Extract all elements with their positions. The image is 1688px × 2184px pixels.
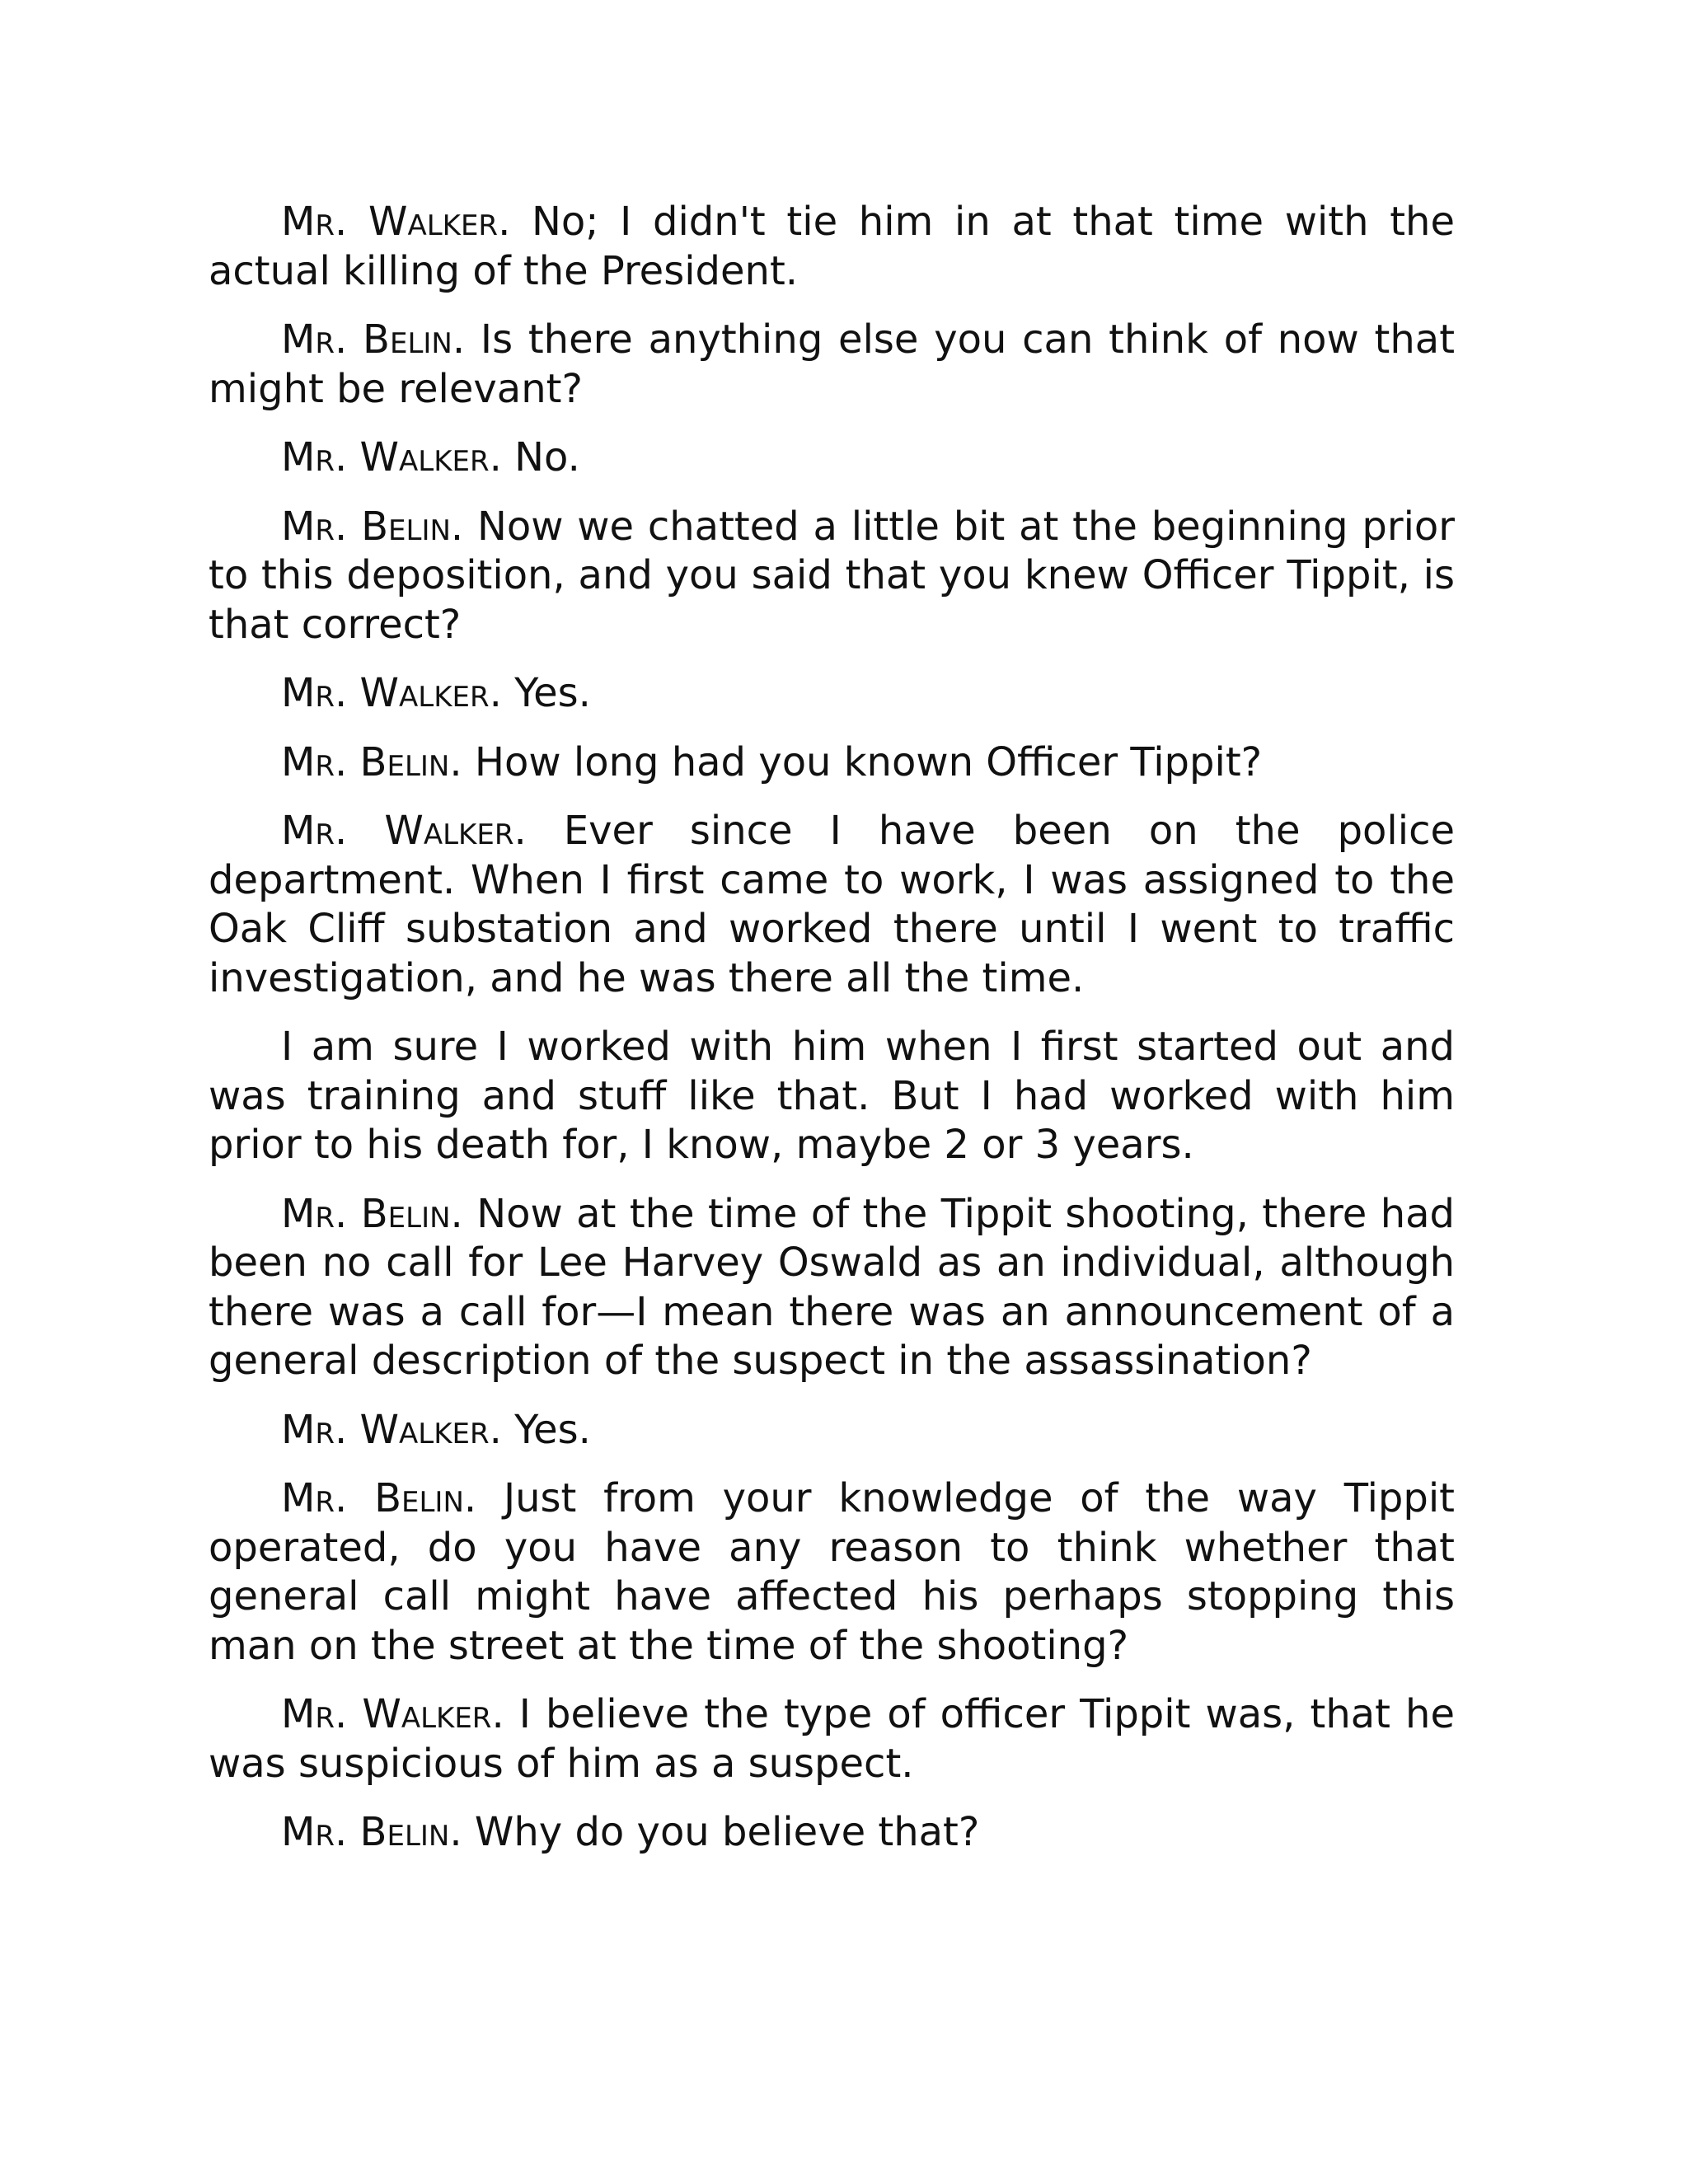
paragraph-text: Now we chatted a little bit at the beginning prior to this deposition, and you said that you knew Officer Tippit, is that correct? xyxy=(209,503,1456,648)
testimony-paragraph: Mr. Walker. Yes. xyxy=(281,670,591,716)
speaker-name: Mr. Walker xyxy=(281,670,490,716)
paragraph-text: Ever since I have been on the police department. When I first came to work, I was assigned to the Oak Cliff substation and worked there until I went to traffic investigation, and he was there all the time. xyxy=(209,808,1456,1001)
speaker-name: Mr. Walker xyxy=(281,1406,490,1453)
speaker-name: Mr. Walker xyxy=(281,808,514,854)
paragraph-text: Now at the time of the Tippit shooting, there had been no call for Lee Harvey Oswald as an individual, although there was a call for—I mean there was an announcement of a general description of the suspect in the assassination? xyxy=(209,1190,1456,1384)
testimony-paragraph: Mr. Belin. Now we chatted a little bit at the beginning prior to this deposition, and you said that you knew Officer Tippit, is that correct? xyxy=(209,503,1456,648)
testimony-paragraph: Mr. Belin. Is there anything else you can think of now that might be relevant? xyxy=(209,316,1456,412)
testimony-paragraph: Mr. Belin. Just from your knowledge of the way Tippit operated, do you have any reason to think whether that general call might have affected his perhaps stopping this man on the street at the time of the shooting? xyxy=(209,1475,1455,1669)
speaker-name: Mr. Belin xyxy=(281,1190,451,1237)
paragraph-text: No. xyxy=(514,434,580,480)
document-page xyxy=(209,198,1455,1877)
paragraph-text: I am sure I worked with him when I first started out and was training and stuff like that. But I had worked with him prior to his death for, I know, maybe 2 or 3 years. xyxy=(209,1024,1455,1168)
paragraph-text: Yes. xyxy=(514,670,591,716)
testimony-paragraph: Mr. Walker. No; I didn't tie him in at that time with the actual killing of the President. xyxy=(209,199,1455,294)
speaker-name: Mr. Walker xyxy=(281,199,499,245)
paragraph-text: No; I didn't tie him in at that time with the actual killing of the President. xyxy=(209,199,1455,294)
speaker-name: Mr. Walker xyxy=(281,434,490,480)
testimony-paragraph: Mr. Belin. Now at the time of the Tippit shooting, there had been no call for Lee Harvey Oswald as an individual, although there was a call for—I mean there was an announcement of a general description of the suspect in the assassination? xyxy=(209,1190,1456,1384)
speaker-name: Mr. Walker xyxy=(281,1691,492,1737)
paragraph-text: How long had you known Officer Tippit? xyxy=(474,738,1263,785)
paragraph-text: Just from your knowledge of the way Tippit operated, do you have any reason to think whether that general call might have affected his perhaps stopping this man on the street at the time of the shooting? xyxy=(209,1475,1455,1669)
speaker-name: Mr. Belin xyxy=(281,1475,464,1521)
testimony-paragraph: Mr. Walker. Yes. xyxy=(281,1406,591,1453)
speaker-name: Mr. Belin xyxy=(281,738,450,785)
speaker-name: Mr. Belin xyxy=(281,316,452,363)
paragraph-text: Yes. xyxy=(514,1406,591,1453)
speaker-name: Mr. Belin xyxy=(281,503,451,550)
paragraph-text: Why do you believe that? xyxy=(474,1809,980,1855)
testimony-paragraph: Mr. Walker. No. xyxy=(281,434,580,480)
testimony-paragraph: Mr. Belin. How long had you known Officer Tippit? xyxy=(281,738,1263,785)
testimony-paragraph: Mr. Belin. Why do you believe that? xyxy=(281,1809,980,1855)
testimony-paragraph: Mr. Walker. I believe the type of officer Tippit was, that he was suspicious of him as a suspect. xyxy=(209,1691,1456,1787)
testimony-paragraph-continued xyxy=(209,1023,1455,1170)
paragraph-text: I believe the type of officer Tippit was, that he was suspicious of him as a suspect. xyxy=(209,1691,1456,1787)
testimony-paragraph: Mr. Walker. Ever since I have been on the police department. When I first came to work, I was assigned to the Oak Cliff substation and worked there until I went to traffic investigation, and he was there all the time. xyxy=(209,808,1456,1001)
speaker-name: Mr. Belin xyxy=(281,1809,450,1855)
paragraph-text: Is there anything else you can think of now that might be relevant? xyxy=(209,316,1456,412)
